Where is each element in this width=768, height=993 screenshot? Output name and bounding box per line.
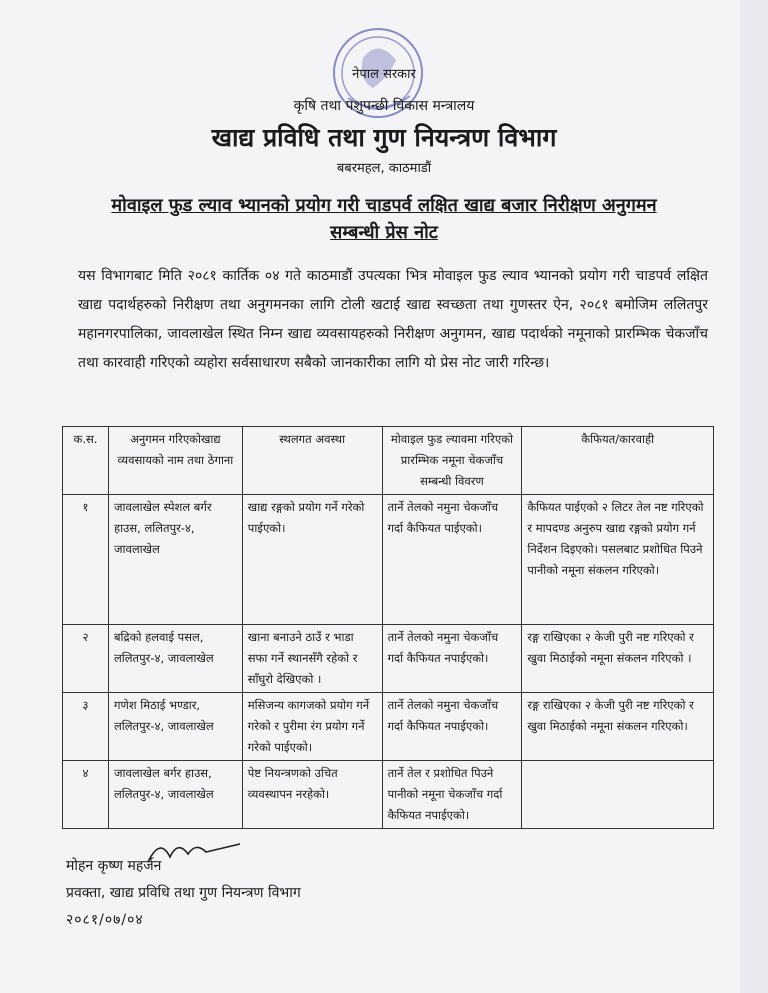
cell-lab-check: तार्ने तेलको नमुना चेकजाँच गर्दा कैफियत पाईएको। [382,495,522,625]
table-row [63,625,714,693]
cell-lab-check: तार्ने तेलको नमुना चेकजाँच गर्दा कैफियत नपाईएको। [382,693,522,761]
cell-site-condition: मसिजन्य कागजको प्रयोग गर्ने गरेको र पुरीमा रंग प्रयोग गर्ने गरेको पाईएको। [242,693,382,761]
cell-remarks [522,761,714,829]
department-address: बबरमहल, काठमाडौं [336,161,432,176]
signatory-designation: प्रवक्ता, खाद्य प्रविधि तथा गुण नियन्त्रण विभाग [66,885,301,901]
ministry-name: कृषि तथा पशुपन्छी विकास मन्त्रालय [293,98,475,114]
cell-business: जावलाखेल बर्गर हाउस, ललितपुर-४, जावलाखेल [108,761,242,829]
header-serial: क.स. [63,427,109,495]
header-site-condition: स्थलगत अवस्था [242,427,382,495]
header-business: अनुगमन गरिएकोखाद्य व्यवसायको नाम तथा ठेगाना [108,427,242,495]
table-row [63,761,714,829]
cell-serial: ३ [63,693,109,761]
intro-paragraph: यस विभागबाट मिति २०८१ कार्तिक ०४ गते काठमाडौं उपत्यका भित्र मोवाइल फुड ल्याव भ्यानको प्रयोग गरी चाडपर्व लक्षित खाद्य पदार्थहरुको निरीक्षण तथा अनुगमनका लागि टोली खटाई खाद्य स्वच्छता तथा गुणस्तर ऐन, २०८१ बमोजिम ललितपुर महानगरपालिका, जावलाखेल स्थित निम्न खाद्य व्यवसायहरुको निरीक्षण अनुगमन, खाद्य पदार्थको नमूनाको प्रारम्भिक चेकजाँच तथा कारवाही गरिएको व्यहोरा सर्वसाधारण सबैको जानकारीका लागि यो प्रेस नोट जारी गरिन्छ। [78,268,708,371]
department-name: खाद्य प्रविधि तथा गुण नियन्त्रण विभाग [211,123,557,152]
cell-site-condition: खाद्य रङ्गको प्रयोग गर्ने गरेको पाईएको। [242,495,382,625]
header-lab-check: मोवाइल फुड ल्यावमा गरिएको प्रारम्भिक नमूना चेकजाँच सम्बन्धी विवरण [382,427,522,495]
cell-serial: ४ [63,761,109,829]
cell-remarks: रङ्ग राखिएका २ केजी पुरी नष्ट गरिएको र खुवा मिठाईको नमूना संकलन गरिएको। [522,693,714,761]
inspection-table [62,426,714,829]
header-remarks: कैफियत/कारवाही [522,427,714,495]
cell-remarks: कैफियत पाईएको २ लिटर तेल नष्ट गरिएको र मापदण्ड अनुरुप खाद्य रङ्गको प्रयोग गर्न निर्देशन दिइएको। पसलबाट प्रशोधित पिउने पानीको नमूना संकलन गरिएको। [522,495,714,625]
cell-business: जावलाखेल स्पेशल बर्गर हाउस, ललितपुर-४, जावलाखेल [108,495,242,625]
signatory-name: मोहन कृष्ण महर्जन [66,858,162,874]
issue-date: २०८१/०७/०४ [66,912,144,928]
table-header-row [63,427,714,495]
cell-serial: १ [63,495,109,625]
table-row [63,693,714,761]
government-name: नेपाल सरकार [352,67,416,82]
cell-serial: २ [63,625,109,693]
cell-site-condition: पेष्ट नियन्त्रणको उचित व्यवस्थापन नरहेको। [242,761,382,829]
cell-lab-check: तार्ने तेल र प्रशोधित पिउने पानीको नमूना चेकजाँच गर्दा कैफियत नपाईएको। [382,761,522,829]
cell-business: गणेश मिठाई भण्डार, ललितपुर-४, जावलाखेल [108,693,242,761]
cell-lab-check: तार्ने तेलको नमुना चेकजाँच गर्दा कैफियत नपाईएको। [382,625,522,693]
document-title: मोवाइल फुड ल्याव भ्यानको प्रयोग गरी चाडपर्व लक्षित खाद्य बजार निरीक्षण अनुगमन [111,195,657,216]
document-subtitle: सम्बन्धी प्रेस नोट [330,222,438,243]
cell-business: बद्रिको हलवाई पसल, ललितपुर-४, जावलाखेल [108,625,242,693]
cell-site-condition: खाना बनाउने ठाउँ र भाडा सफा गर्ने स्थानसँगै रहेको र साँघुरो देखिएको । [242,625,382,693]
cell-remarks: रङ्ग राखिएका २ केजी पुरी नष्ट गरिएको र खुवा मिठाईको नमूना संकलन गरिएको । [522,625,714,693]
table-row [63,495,714,625]
